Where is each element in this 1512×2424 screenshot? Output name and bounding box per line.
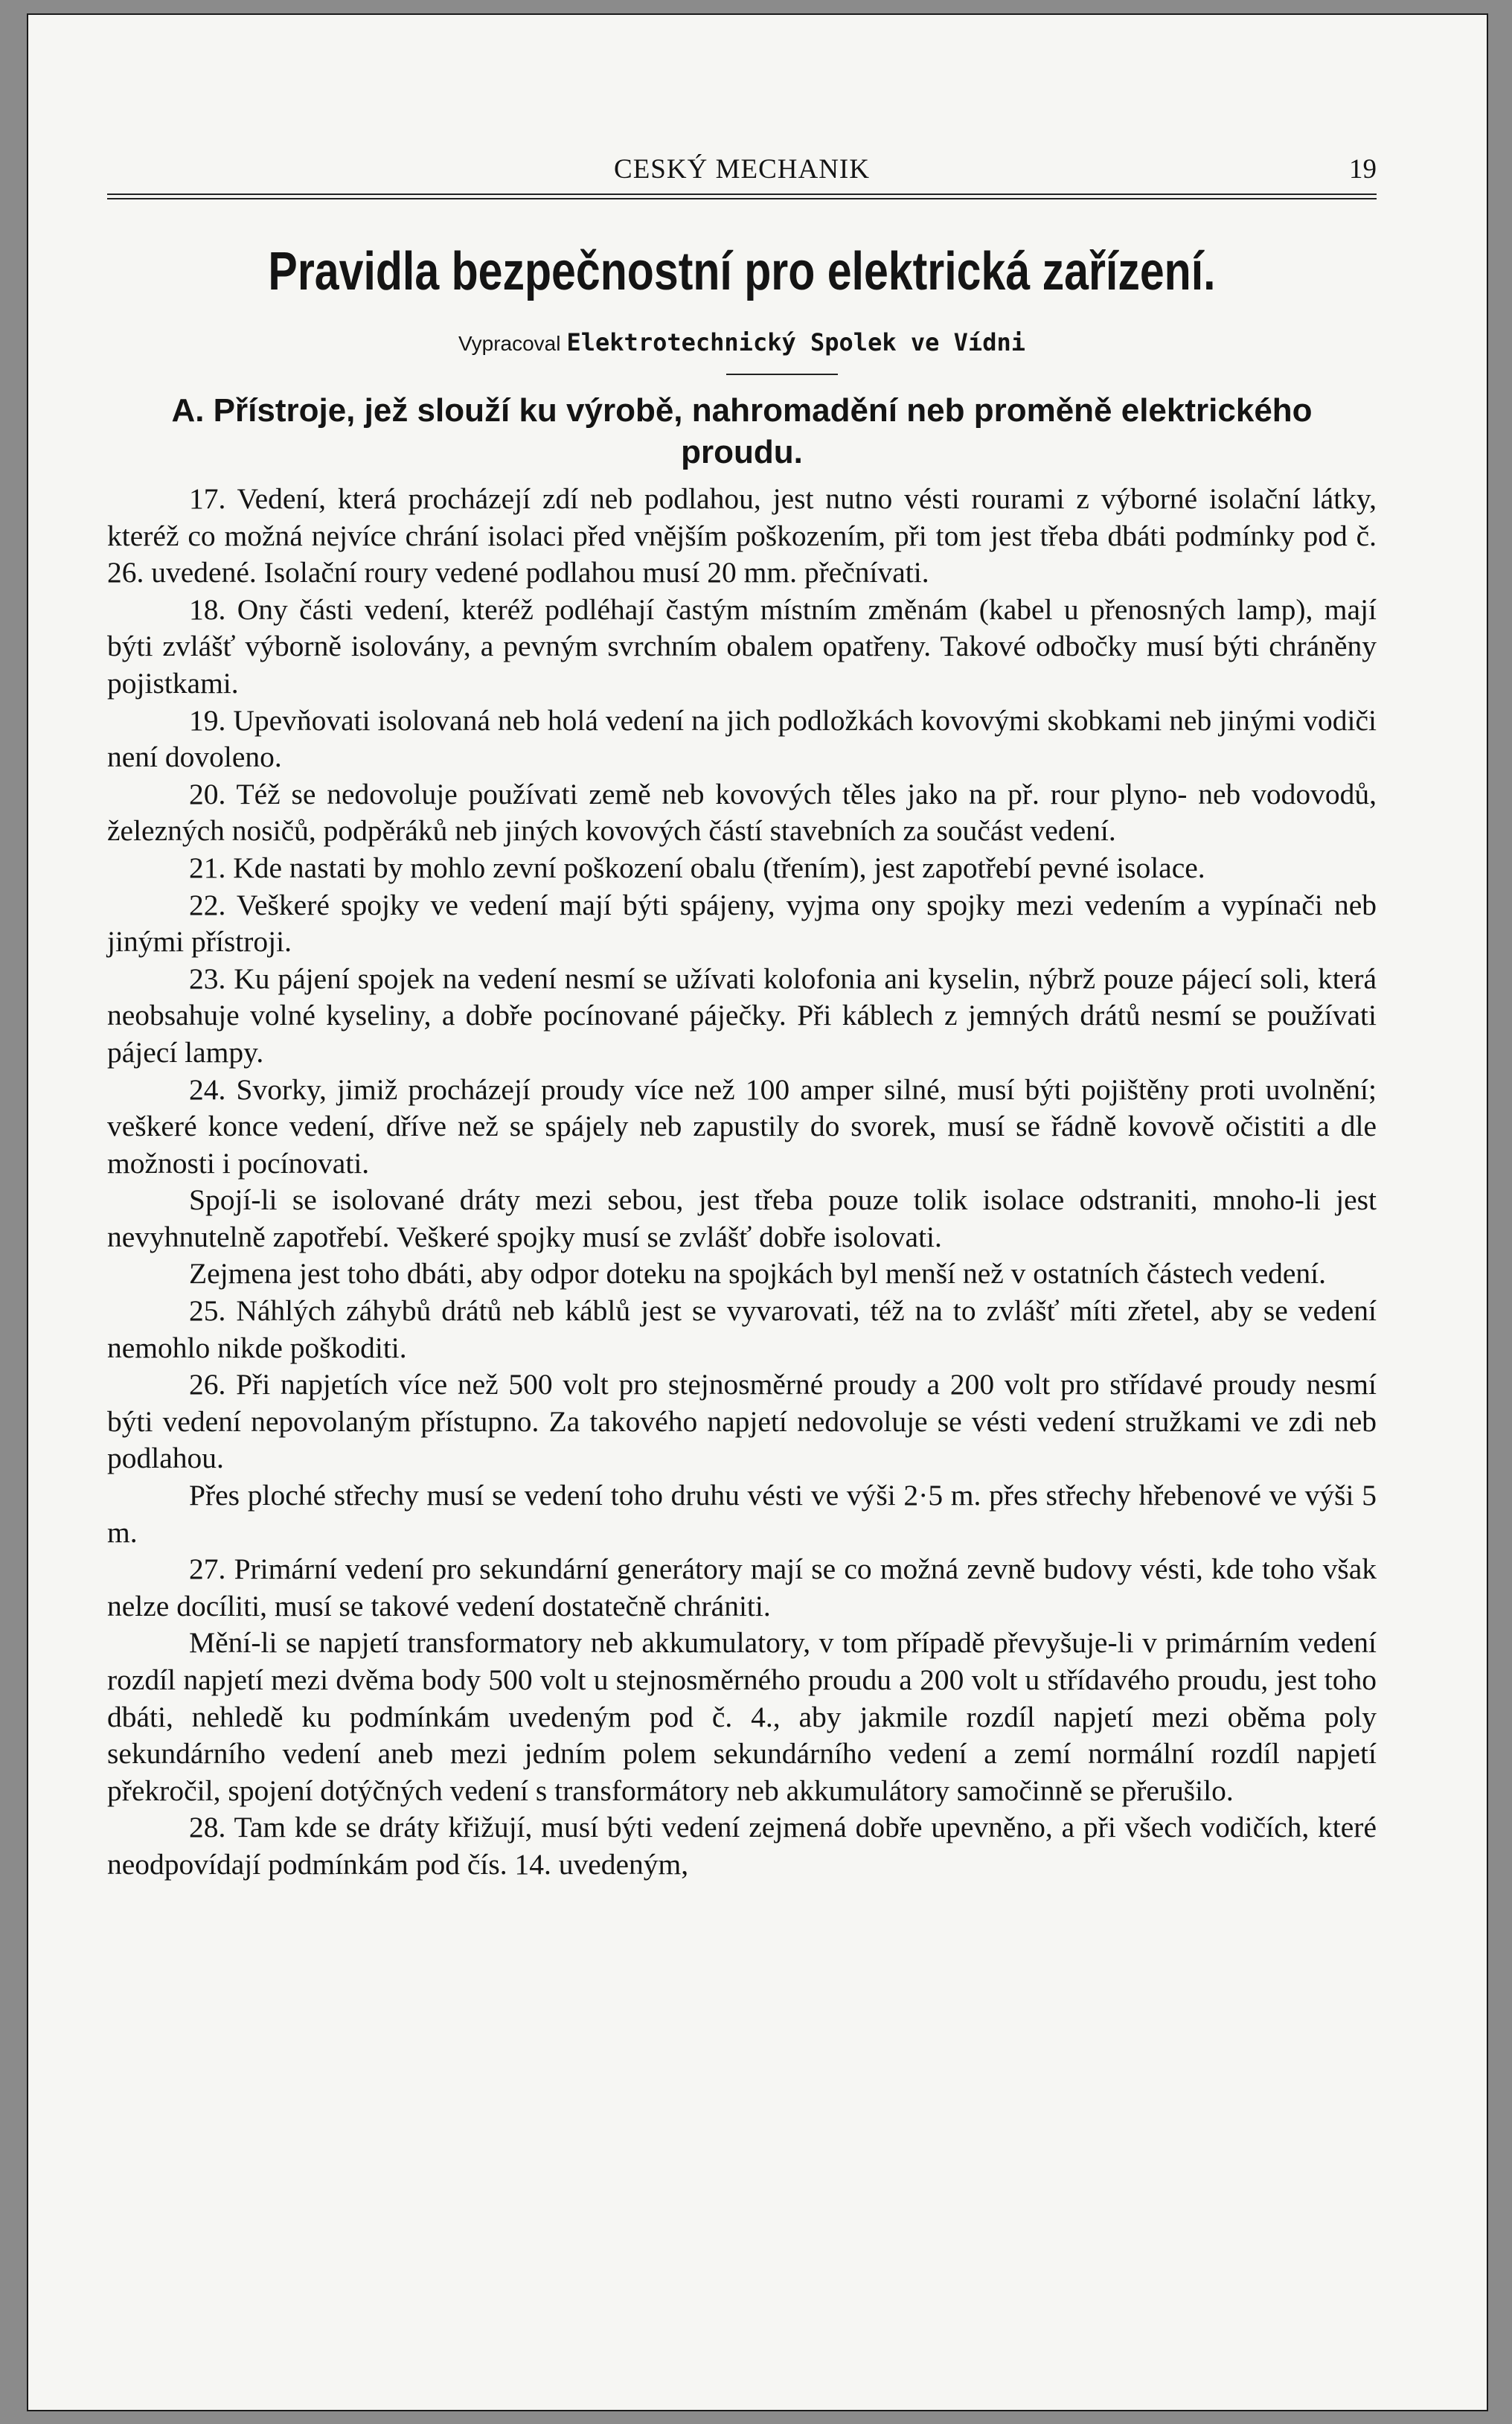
paragraph-24: 24. Svorky, jimiž procházejí proudy více než 100 amper silné, musí býti pojištěny proti uvolnění; veškeré konce vedení, dříve než se spájely neb zapustily do svorek, musí se řádně kovově očistiti a dle možnosti i pocínovati. [107, 1072, 1377, 1180]
article-byline [107, 326, 1377, 360]
document-page [27, 13, 1488, 2411]
byline-author: Elektrotechnický Spolek ve Vídni [566, 328, 1025, 356]
article-title: Pravidla bezpečnostní pro elektrická zařízení. [268, 242, 1216, 301]
running-header [107, 153, 1377, 195]
paragraph-27: 27. Primární vedení pro sekundární generátory mají se co možná zevně budovy vésti, kde toho však nelze docíliti, musí se takové vedení dostatečně chrániti. [107, 1552, 1377, 1622]
paragraph-17: 17. Vedení, která procházejí zdí neb podlahou, jest nutno vésti rourami z výborné isolační látky, kteréž co možná nejvíce chrání isolaci před vnějším poškozením, při tom jest třeba dbáti podmínky pod č. 26. uvedené. Isolační roury vedené podlahou musí 20 mm. přečnívati. [107, 482, 1377, 589]
paragraph-21: 21. Kde nastati by mohlo zevní poškození obalu (třením), jest zapotřebí pevné isolace. [189, 851, 1205, 884]
paragraph-24-odpor: Zejmena jest toho dbáti, aby odpor doteku na spojkách byl menší než v ostatních částech vedení. [189, 1257, 1327, 1291]
section-heading: A. Přístroje, jež slouží ku výrobě, nahromadění neb proměně elektrického proudu. [171, 392, 1313, 470]
header-double-rule [107, 194, 1377, 199]
paragraph-18: 18. Ony části vedení, kteréž podléhají častým místním změnám (kabel u přenosných lamp), mají býti zvlášť výborně isolovány, a pevným svrchním obalem opatřeny. Takové odbočky musí býti chráněny pojistkami. [107, 592, 1377, 700]
byline-prefix: Vypracoval [458, 332, 561, 355]
paragraph-26: 26. Při napjetích více než 500 volt pro stejnosměrné proudy a 200 volt pro střídavé proudy nesmí býti vedení nepovolaným přístupno. Za takového napjetí nedovoluje se vésti vedení stružkami ve zdi neb podlahou. [107, 1368, 1377, 1475]
page-number: 19 [1349, 154, 1377, 185]
paragraph-19: 19. Upevňovati isolovaná neb holá vedení na jich podložkách kovovými skobkami neb jinými vodiči není dovoleno. [107, 703, 1377, 774]
journal-name: CESKÝ MECHANIK [614, 154, 870, 185]
paragraph-24-spojky: Spojí-li se isolované dráty mezi sebou, jest třeba pouze tolik isolace odstraniti, mnoho-li jest nevyhnutelně zapotřebí. Veškeré spojky musí se zvlášť dobře isolovati. [107, 1183, 1377, 1253]
paragraph-25: 25. Náhlých záhybů drátů neb káblů jest se vyvarovati, též na to zvlášť míti zřetel, aby se vedení nemohlo nikde poškoditi. [107, 1294, 1377, 1364]
article-body [107, 481, 1377, 1884]
paragraph-26-strechy: Přes ploché střechy musí se vedení toho druhu vésti ve výši 2·5 m. přes střechy hřebenové ve výši 5 m. [107, 1479, 1377, 1549]
paragraph-22: 22. Veškeré spojky ve vedení mají býti spájeny, vyjma ony spojky mezi vedením a vypínači neb jinými přístroji. [107, 888, 1377, 959]
separator-rule [726, 374, 838, 375]
paragraph-23: 23. Ku pájení spojek na vedení nesmí se užívati kolofonia ani kyselin, nýbrž pouze pájecí soli, která neobsahuje volné kyseliny, a dobře pocínované páječky. Při káblech z jemných drátů nesmí se používati pájecí lampy. [107, 962, 1377, 1069]
paragraph-28: 28. Tam kde se dráty křižují, musí býti vedení zejmená dobře upevněno, a při všech vodičích, které neodpovídají podmínkám pod čís. 14. uvedeným, [107, 1811, 1377, 1881]
paragraph-27-transformatory: Mění-li se napjetí transformatory neb akkumulatory, v tom případě převyšuje-li v primárním vedení rozdíl napjetí mezi dvěma body 500 volt u stejnosměrného proudu a 200 volt u střídavého proudu, jest toho dbáti, nehledě ku podmínkám uvedeným pod č. 4., aby jakmile rozdíl napjetí mezi oběma poly sekundárního vedení aneb mezi jedním polem sekundárního vedení a zemí normální rozdíl napjetí překročil, spojení dotýčných vedení s transformátory neb akkumulátory samočinně se přerušilo. [107, 1626, 1377, 1807]
paragraph-20: 20. Též se nedovoluje používati země neb kovových těles jako na př. rour plyno- neb vodovodů, železných nosičů, podpěráků neb jiných kovových částí stavebních za součást vedení. [107, 777, 1377, 848]
